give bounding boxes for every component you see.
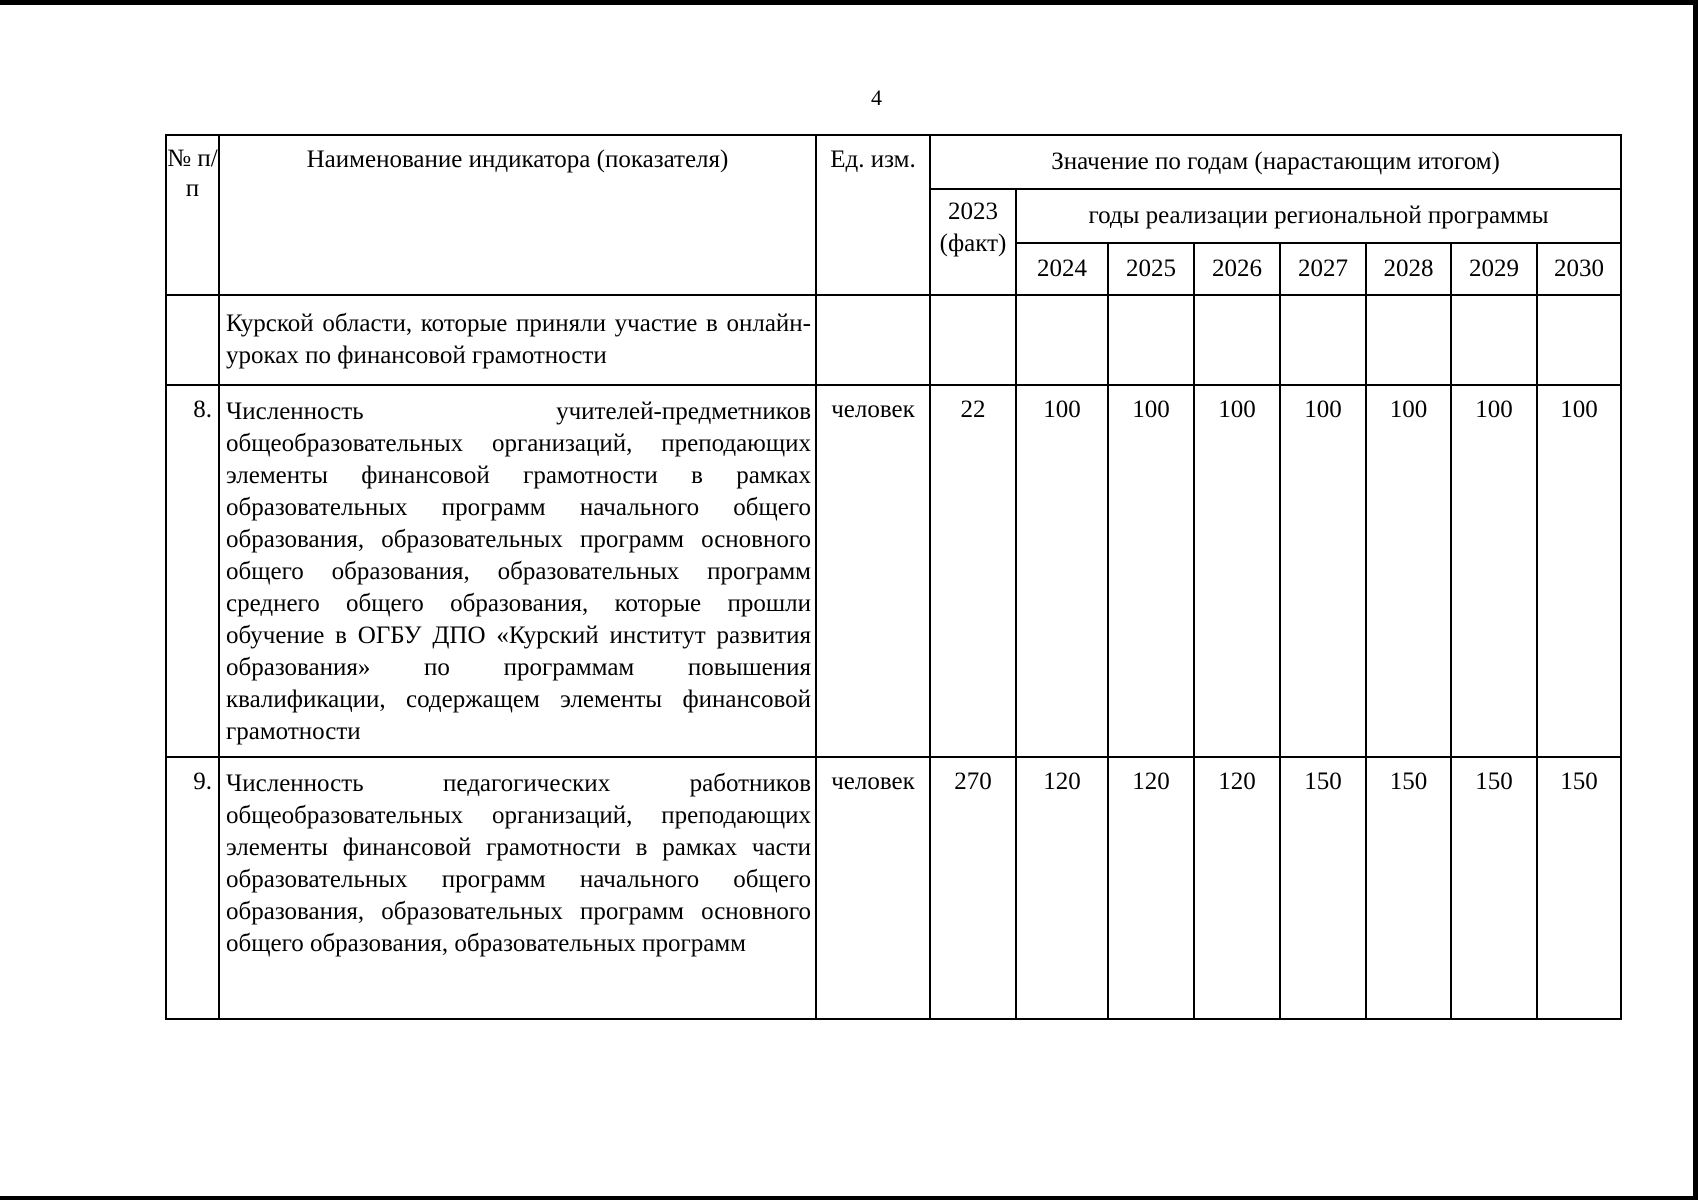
year-value: 100 [1537, 385, 1621, 757]
year-value [1366, 295, 1451, 385]
fact-value: 22 [930, 385, 1016, 757]
header-year: 2024 [1016, 243, 1108, 295]
header-year: 2028 [1366, 243, 1451, 295]
header-values-by-year: Значение по годам (нарастающим итогом) [930, 135, 1621, 189]
year-value: 150 [1366, 757, 1451, 1019]
header-fact-year-value: 2023 [948, 198, 998, 225]
table-row [166, 757, 1621, 1019]
header-fact-label: (факт) [939, 230, 1007, 257]
year-value: 100 [1280, 385, 1366, 757]
indicators-table [165, 134, 1622, 1020]
header-fact-year [930, 189, 1016, 295]
year-value: 100 [1016, 385, 1108, 757]
row-number: 8. [166, 385, 219, 757]
year-value: 100 [1366, 385, 1451, 757]
year-value: 150 [1537, 757, 1621, 1019]
fact-value [930, 295, 1016, 385]
year-value: 150 [1451, 757, 1537, 1019]
header-unit: Ед. изм. [816, 135, 930, 295]
header-year: 2029 [1451, 243, 1537, 295]
year-value [1451, 295, 1537, 385]
year-value [1108, 295, 1194, 385]
year-value: 100 [1194, 385, 1280, 757]
indicator-name: Численность учителей-предметников общеобразовательных организаций, преподающих элементы финансовой грамотности в рамках образовательных программ начального общего образования, образовательных программ основного общего образования, образовательных программ среднего общего образования, которые прошли обучение в ОГБУ ДПО «Курский институт развития образования» по программам повышения квалификации, содержащем элементы финансовой грамотности [219, 385, 816, 757]
year-value: 100 [1451, 385, 1537, 757]
row-number: 9. [166, 757, 219, 1019]
year-value [1016, 295, 1108, 385]
unit-cell: человек [816, 385, 930, 757]
year-value: 120 [1194, 757, 1280, 1019]
header-year: 2026 [1194, 243, 1280, 295]
year-value: 120 [1108, 757, 1194, 1019]
header-program-years: годы реализации региональной программы [1016, 189, 1621, 243]
year-value: 120 [1016, 757, 1108, 1019]
header-number: № п/п [166, 135, 219, 295]
year-value [1194, 295, 1280, 385]
unit-cell [816, 295, 930, 385]
page-number: 4 [871, 85, 882, 110]
year-value: 100 [1108, 385, 1194, 757]
year-value [1280, 295, 1366, 385]
table-row [166, 385, 1621, 757]
unit-cell: человек [816, 757, 930, 1019]
indicator-name: Численность педагогических работников общеобразовательных организаций, преподающих элементы финансовой грамотности в рамках части образовательных программ начального общего образования, образовательных программ основного общего образования, образовательных программ [219, 757, 816, 1019]
header-year: 2027 [1280, 243, 1366, 295]
fact-value: 270 [930, 757, 1016, 1019]
header-indicator-name: Наименование индикатора (показателя) [219, 135, 816, 295]
indicator-name: Курской области, которые приняли участие в онлайн-уроках по финансовой грамотности [219, 295, 816, 385]
row-number [166, 295, 219, 385]
year-value: 150 [1280, 757, 1366, 1019]
header-year: 2025 [1108, 243, 1194, 295]
header-year: 2030 [1537, 243, 1621, 295]
year-value [1537, 295, 1621, 385]
table-row [166, 295, 1621, 385]
